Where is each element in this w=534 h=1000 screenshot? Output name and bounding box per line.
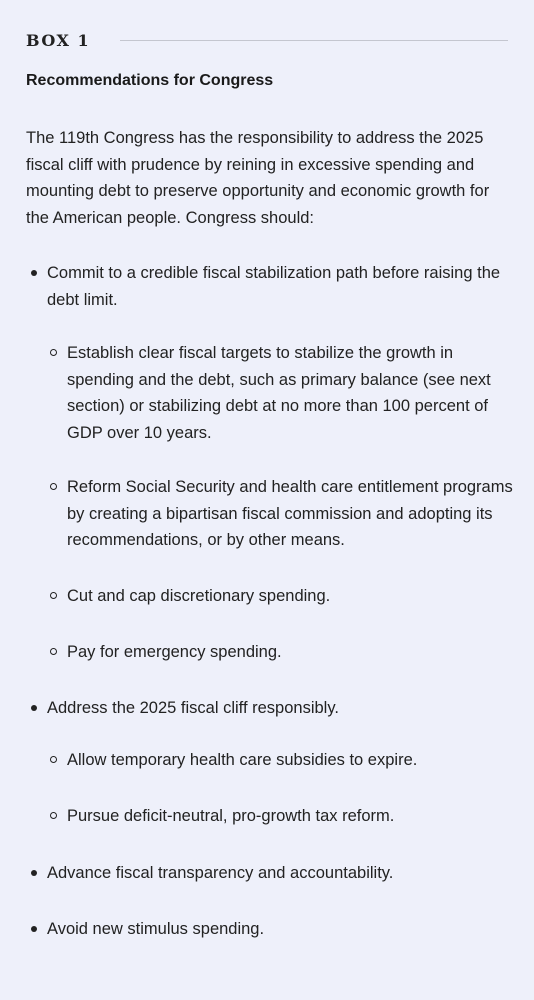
circle-bullet [50,483,57,490]
list-item-text: Commit to a credible fiscal stabilization path before raising the debt limit. [47,264,501,309]
box-title: Recommendations for Congress [26,72,274,89]
box-header [26,28,508,52]
circle-bullet [50,756,57,763]
sub-list-item [67,340,517,446]
circle-bullet [50,349,57,356]
sub-list-item [67,583,517,610]
sub-list-item-text: Pay for emergency spending. [67,643,282,661]
list-item-text: Address the 2025 fiscal cliff responsibly. [47,699,339,717]
sub-list-item-text: Cut and cap discretionary spending. [67,587,331,605]
intro-paragraph: The 119th Congress has the responsibility to address the 2025 fiscal cliff with prudence by reining in excessive spending and mounting debt to preserve opportunity and economic growth for the American people. Congress should: [26,129,490,227]
sub-list-item [67,803,517,830]
sub-list-item-text: Reform Social Security and health care entitlement programs by creating a bipartisan fiscal commission and adopting its recommendations, or by other means. [67,478,513,549]
list-item [47,860,512,887]
list-item [47,695,512,722]
header-divider [120,40,508,41]
box-label: BOX 1 [26,30,91,50]
sub-list-item-text: Allow temporary health care subsidies to expire. [67,751,418,769]
disc-bullet [31,870,37,876]
list-item [47,916,512,943]
sub-list-item [67,474,517,554]
circle-bullet [50,592,57,599]
disc-bullet [31,270,37,276]
list-item-text: Advance fiscal transparency and accountability. [47,864,394,882]
list-item-text: Avoid new stimulus spending. [47,920,265,938]
disc-bullet [31,926,37,932]
sub-list-item-text: Establish clear fiscal targets to stabilize the growth in spending and the debt, such as primary balance (see next section) or stabilizing debt at no more than 100 percent of GDP over 10 years. [67,344,491,442]
sub-list-item [67,747,517,774]
sub-list-item [67,639,517,666]
list-item [47,260,512,313]
circle-bullet [50,812,57,819]
circle-bullet [50,648,57,655]
disc-bullet [31,705,37,711]
sub-list-item-text: Pursue deficit-neutral, pro-growth tax reform. [67,807,395,825]
